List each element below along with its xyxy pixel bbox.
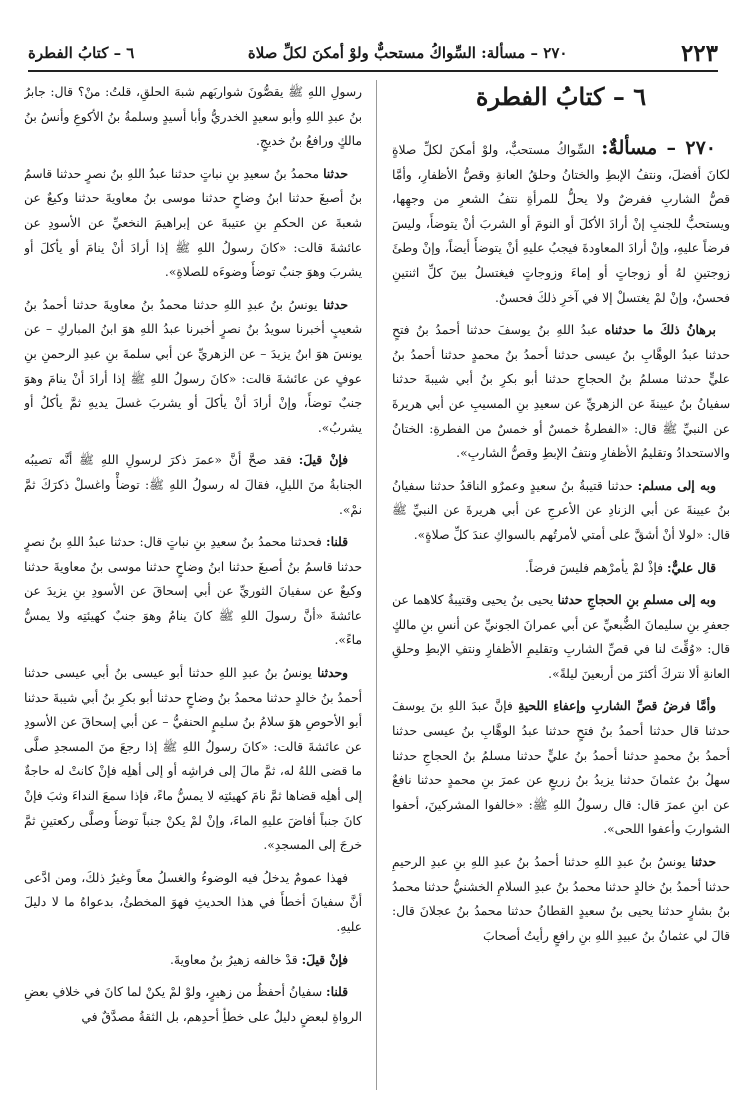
paragraph [392,318,730,466]
paragraph-lead: فإنْ قيلَ: [301,951,348,967]
paragraph-text: فإنَّ عبدَ اللهِ بنَ يوسفَ حدثنا قال حدثنا أحمدُ بنُ فتحٍ حدثنا عبدُ الوهَّابِ بنُ عيسى حدثنا أحمدُ بنُ محمدٍ حدثنا أحمدُ بنُ عليٍّ حدثنا مسلمُ بنُ الحجاجِ حدثنا سهلُ بنُ عثمانَ حدثنا يزيدُ بنُ زريعٍ عن عمرَ بنِ محمدٍ حدثنا نافعٌ عن ابنِ عمرَ قال: قال رسولُ اللهِ ﷺ: «خالفوا المشركينَ، أحفوا الشواربَ وأعفوا اللحى». [392,699,730,837]
paragraph-lead: حدثنا [323,296,348,312]
paragraph-lead: حدثنا [323,165,348,181]
chapter-title: ٦ – كتابُ الفطرة [475,82,647,111]
paragraph [24,866,362,940]
running-title: ٢٧٠ – مسألة: السِّواكُ مستحبٌّ ولوْ أمكنَ لكلِّ صلاة [247,44,568,62]
paragraph [24,948,362,973]
paragraph-lead: وبه إلى مسلم: [637,477,716,493]
paragraph [392,850,730,948]
paragraph-lead: قلنا: [326,534,348,550]
page-number: ٢٢٣ [680,39,718,67]
paragraph-lead: قال عليٌّ: [666,559,716,575]
paragraph [392,588,730,686]
paragraph-text: حدثنا قتيبةُ بنُ سعيدٍ وعمرٌو الناقدُ حدثنا سفيانُ بنُ عيينةَ عن أبي الزنادِ عن الأعرجِ عن أبي هريرةَ عن النبيِّ ﷺ قال: «لولا أنْ أشقَّ على أمتي لأمرتُهم بالسواكِ عندَ كلِّ صلاةٍ». [392,478,730,542]
paragraph [24,162,362,285]
paragraph-lead: ٢٧٠ – مسألةٌ: [601,137,716,159]
paragraph [24,448,362,522]
right-column [392,80,730,1090]
paragraph-lead: حدثنا [691,854,716,870]
paragraph-text: رسولِ اللهِ ﷺ يقصُّونَ شواربَهم شبهَ الحلقِ، قلتُ: منْ؟ قال: جابرُ بنُ عبدِ اللهِ وأبو سعيدٍ الخدريُّ وأبا أسيدٍ وسلمةُ بنُ الأكوعِ وأنسُ بنُ مالكٍ ورافعُ بنُ خديجٍ. [24,85,362,149]
paragraph-lead: وأمَّا فرضُ قصِّ الشاربِ وإعفاءِ اللحيةِ [518,698,716,714]
page-header [28,36,718,72]
column-divider [376,80,377,1090]
paragraph-text: فإذْ لمْ يأمرْهم فليسَ فرضاً. [525,560,664,575]
paragraph-text: محمدُ بنُ سعيدِ بنِ نباتٍ حدثنا عبدُ اللهِ بنُ نصرٍ حدثنا قاسمُ بنُ أصبغَ حدثنا ابنُ وضاحٍ حدثنا موسى بنُ معاويةَ حدثنا وكيعٌ عن شعبةَ عن الحكمِ بنِ عتيبةَ عن إبراهيمَ النخعيِّ عن الأسودِ عن عائشةَ قالت: «كانَ رسولُ اللهِ ﷺ إذا أرادَ أنْ ينامَ أو يأكلَ أو يشربَ وهوَ جنبٌ توضأَ وضوءَه للصلاةِ». [24,166,362,280]
paragraph-lead: قلنا: [326,984,348,1000]
paragraph-text: عبدُ اللهِ بنُ يوسفَ حدثنا أحمدُ بنُ فتحٍ حدثنا عبدُ الوهَّابِ بنُ عيسى حدثنا أحمدُ بنُ محمدٍ حدثنا أحمدُ بنُ عليٍّ حدثنا مسلمُ بنُ الحجاجِ حدثنا أبو بكرِ بنُ أبي شيبةَ حدثنا سفيانُ بنُ عيينةَ عن الزهريِّ عن سعيدِ بنِ المسيبِ عن أبي هريرةَ عن النبيِّ ﷺ قال: «الفطرةُ خمسٌ أو خمسٌ من الفطرةِ: الختانُ والاستحدادُ وتقليمُ الأظفارِ ونتفُ الإبطِ وقصُّ الشاربِ». [392,323,730,461]
paragraph-text: يونسُ بنُ عبدِ اللهِ حدثنا أبو عيسى بنُ أبي عيسى حدثنا أحمدُ بنُ خالدٍ حدثنا محمدُ بنُ وضاحٍ حدثنا أبو بكرِ بنُ أبي شيبةَ حدثنا أبو الأحوصِ هوَ سلامُ بنُ سليمٍ الحنفيُّ – عن أبي إسحاقَ عن الأسودِ عن عائشةَ قالت: «كانَ رسولُ اللهِ ﷺ إذا رجعَ منَ المسجدِ صلَّى ما قضى اللهُ له، ثمَّ مالَ إلى فراشِه أو إلى أهلِه فإنْ كانتْ له حاجةٌ إلى أهلِه قضاها ثمَّ نامَ كهيئتِه لا يمسُّ ماءً، فإذا سمعَ النداءَ وثبَ فإنْ كانَ جنباً أفاضَ عليهِ الماءَ، وإنْ لمْ يكنْ جنباً توضأَ وصلَّى ركعتينِ ثمَّ خرجَ إلى المسجدِ». [24,666,362,853]
paragraph-text: فهذا عمومٌ يدخلُ فيه الوضوءُ والغسلُ معاً وغيرُ ذلكَ، ومن ادَّعى أنَّ سفيانَ أخطأَ في هذا الحديثِ فهوَ المخطئُ، بدعواهُ ما لا دليلَ عليهِ. [24,870,362,934]
paragraph-text: يونسُ بنُ عبدِ اللهِ حدثنا أحمدُ بنُ عبدِ اللهِ بنِ عبدِ الرحيمِ حدثنا أحمدُ بنُ خالدٍ حدثنا محمدُ بنُ عبدِ السلامِ الخشنيُّ حدثنا محمدُ بنُ بشارٍ حدثنا يحيى بنُ سعيدٍ القطانُ حدثنا محمدُ بنُ عجلانَ قال: قالَ لي عثمانُ بنُ عبيدِ اللهِ بنِ رافعٍ رأيتُ أصحابَ [392,855,730,943]
paragraph [392,556,730,581]
paragraph-lead: فإنْ قيلَ: [298,452,348,468]
paragraph [392,694,730,842]
left-column [24,80,362,1090]
paragraph-lead: وحدثنا [317,665,348,681]
paragraph-text: فقد صحَّ أنَّ «عمرَ ذكرَ لرسولِ اللهِ ﷺ أنَّه تصيبُه الجنابةُ منَ الليلِ، فقالَ له رسولُ اللهِ ﷺ: توضأْ واغسلْ ذكرَكَ ثمَّ نمْ». [24,453,362,517]
paragraph [392,474,730,548]
paragraph-text: يحيى بنُ يحيى وقتيبةُ كلاهما عن جعفرِ بنِ سليمانَ الضُّبعيِّ عن أبي عمرانَ الجونيِّ عن أنسِ بنِ مالكٍ قال: «وُقِّتَ لنا في قصِّ الشاربِ وتقليمِ الأظفارِ ونتفِ الإبطِ وحلقِ العانةِ ألا نتركَ أكثرَ من أربعينَ ليلةً». [392,593,730,681]
paragraph-text: فحدثنا محمدُ بنُ سعيدِ بنِ نباتٍ قال: حدثنا عبدُ اللهِ بنُ نصرٍ حدثنا قاسمُ بنُ أصبغَ حدثنا ابنُ وضاحٍ حدثنا موسى بنُ معاويةَ حدثنا وكيعٌ عن سفيانَ الثوريِّ عن أبي إسحاقَ عن الأسودِ بنِ يزيدَ عن عائشةَ «أنَّ رسولَ اللهِ ﷺ كانَ ينامُ وهوَ جنبٌ كهيئتِه ولا يمسُّ ماءً». [24,535,362,648]
paragraph-lead: وبه إلى مسلمِ بنِ الحجاجِ حدثنا [557,592,716,608]
paragraph [24,293,362,441]
paragraph [24,530,362,653]
paragraph [392,136,730,310]
paragraph [24,661,362,858]
paragraph-text: قدْ خالفه زهيرُ بنُ معاويةَ. [169,952,298,967]
paragraph-text: سفيانُ أحفظُ من زهيرٍ، ولوْ لمْ يكنْ لما كانَ في خلافِ بعضِ الرواةِ لبعضٍ دليلٌ على خطأِ أحدِهم، بل الثقةُ مصدَّقٌ في [24,985,362,1024]
paragraph-lead: برهانُ ذلكَ ما حدثناه [604,322,716,338]
book-title: ٦ – كتابُ الفطرة [28,44,135,62]
paragraph-text: يونسُ بنُ عبدِ اللهِ حدثنا محمدُ بنُ معاويةَ حدثنا أحمدُ بنُ شعيبٍ أخبرنا سويدُ بنُ نصرٍ أخبرنا عبدُ اللهِ هوَ ابنُ المباركِ – عن يونسَ هوَ ابنُ يزيدَ – عن الزهريِّ عن أبي سلمةَ بنِ عبدِ الرحمنِ بنِ عوفٍ عن عائشةَ قالت: «كانَ رسولُ اللهِ ﷺ إذا أرادَ أنْ ينامَ وهوَ جنبٌ توضأَ، وإنْ أرادَ أنْ يأكلَ أو يشربَ غسلَ يديهِ ثمَّ يأكلُ أو يشربُ». [24,297,362,435]
paragraph [24,980,362,1029]
paragraph-text: السِّواكُ مستحبٌّ، ولوْ أمكنَ لكلِّ صلاةٍ لكانَ أفضلَ، ونتفُ الإبطِ والختانُ وحلقُ العانةِ وقصُّ الأظفارِ، وأمَّا قصُّ الشاربِ ففرضٌ ولا يحلُّ للمرأةِ نتفُ الشعرِ من وجهِها، ويستحبُّ للجنبِ إنْ أرادَ الأكلَ أو النومَ أو الشربَ أنْ يتوضأَ، وليسَ فرضاً عليهِ، وإنْ أرادَ المعاودةَ فيجبُ عليهِ أنْ يتوضأَ أيضاً، وإنْ وطئَ زوجتينِ لهُ أو زوجاتٍ أو إماءَ وزوجاتٍ فيغتسلُ بينَ كلِّ اثنتينِ فحسنٌ، وإنْ لمْ يغتسلْ إلا في آخرِ ذلكَ فحسنٌ. [392,143,730,305]
paragraph [24,80,362,154]
